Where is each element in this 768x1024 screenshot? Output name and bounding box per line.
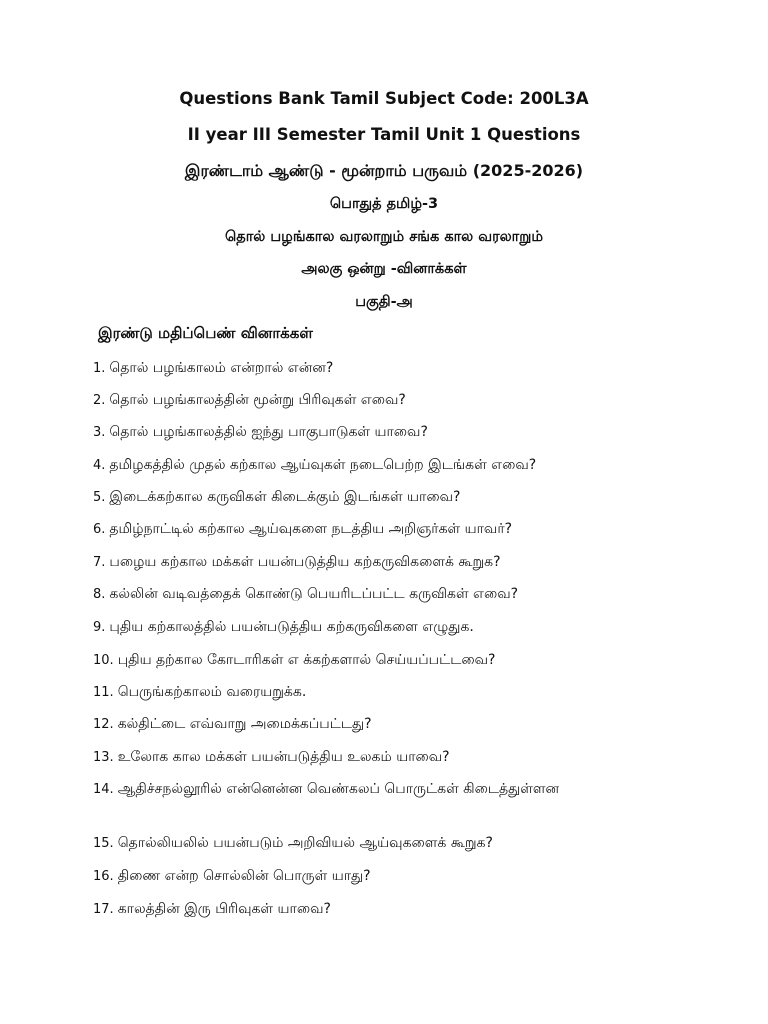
question-number: 10. bbox=[93, 653, 114, 668]
question-item bbox=[93, 649, 693, 672]
question-number: 2. bbox=[93, 393, 106, 408]
question-number: 9. bbox=[93, 620, 106, 635]
question-item bbox=[93, 681, 693, 704]
document-title: Questions Bank Tamil Subject Code: 200L3A bbox=[179, 89, 589, 108]
question-number: 8. bbox=[93, 587, 106, 602]
question-text: பெருங்கற்காலம் வரையறுக்க. bbox=[117, 684, 307, 700]
question-item bbox=[93, 551, 693, 574]
question-number: 4. bbox=[93, 458, 106, 473]
question-item bbox=[93, 486, 693, 509]
question-text: கல்திட்டை எவ்வாறு அமைக்கப்பட்டது? bbox=[117, 716, 372, 732]
question-number: 1. bbox=[93, 361, 106, 376]
question-text: கல்லின் வடிவத்தைக் கொண்டு பெயரிடப்பட்ட கருவிகள் எவை? bbox=[109, 586, 519, 602]
question-number: 11. bbox=[93, 685, 114, 700]
question-item bbox=[93, 713, 693, 736]
question-text: தொல் பழங்காலத்தின் மூன்று பிரிவுகள் எவை? bbox=[109, 392, 406, 408]
question-number: 3. bbox=[93, 425, 106, 440]
unit-topic-heading: தொல் பழங்கால வரலாறும் சங்க கால வரலாறும் bbox=[224, 229, 544, 245]
question-number: 12. bbox=[93, 717, 114, 732]
question-item bbox=[93, 865, 693, 888]
question-number: 14. bbox=[93, 782, 114, 797]
question-text: தமிழ்நாட்டில் கற்கால ஆய்வுகளை நடத்திய அறிஞர்கள் யாவர்? bbox=[109, 521, 513, 537]
question-text: இடைக்கற்கால கருவிகள் கிடைக்கும் இடங்கள் யாவை? bbox=[109, 489, 461, 505]
question-text: புதிய கற்காலத்தில் பயன்படுத்திய கற்கருவிகளை எழுதுக. bbox=[109, 619, 474, 635]
question-number: 5. bbox=[93, 490, 106, 505]
question-text: திணை என்ற சொல்லின் பொருள் யாது? bbox=[117, 868, 371, 884]
question-text: புதிய தற்கால கோடாரிகள் எ க்கற்களால் செய்யப்பட்டவை? bbox=[117, 652, 496, 668]
section-title: இரண்டு மதிப்பெண் வினாக்கள் bbox=[98, 324, 313, 342]
question-text: தொல் பழங்காலத்தில் ஐந்து பாகுபாடுகள் யாவை? bbox=[109, 424, 428, 440]
document-subtitle: II year III Semester Tamil Unit 1 Questions bbox=[187, 125, 581, 144]
question-item bbox=[93, 832, 693, 855]
question-text: ஆதிச்சநல்லூரில் என்னென்ன வெண்கலப் பொருட்கள் கிடைத்துள்ளன bbox=[117, 781, 560, 797]
question-text: தொல்லியலில் பயன்படும் அறிவியல் ஆய்வுகளைக் கூறுக? bbox=[117, 835, 493, 851]
question-number: 17. bbox=[93, 902, 114, 917]
question-item bbox=[93, 454, 693, 477]
question-text: பழைய கற்கால மக்கள் பயன்படுத்திய கற்கருவிகளைக் கூறுக? bbox=[109, 554, 501, 570]
question-number: 6. bbox=[93, 522, 106, 537]
question-number: 16. bbox=[93, 869, 114, 884]
question-item bbox=[93, 898, 693, 921]
question-text: தமிழகத்தில் முதல் கற்கால ஆய்வுகள் நடைபெற்ற இடங்கள் எவை? bbox=[109, 457, 537, 473]
question-item bbox=[93, 389, 693, 412]
question-text: உலோக கால மக்கள் பயன்படுத்திய உலகம் யாவை? bbox=[117, 749, 450, 765]
question-item bbox=[93, 421, 693, 444]
question-item bbox=[93, 583, 693, 606]
question-number: 7. bbox=[93, 555, 106, 570]
question-text: தொல் பழங்காலம் என்றால் என்ன? bbox=[109, 360, 334, 376]
question-item bbox=[93, 357, 693, 380]
question-text: காலத்தின் இரு பிரிவுகள் யாவை? bbox=[117, 901, 331, 917]
question-item bbox=[93, 778, 583, 801]
question-number: 13. bbox=[93, 750, 114, 765]
question-item bbox=[93, 518, 693, 541]
unit-heading: அலகு ஒன்று -வினாக்கள் bbox=[301, 261, 467, 277]
subject-heading: பொதுத் தமிழ்-3 bbox=[329, 196, 439, 212]
question-item bbox=[93, 616, 693, 639]
part-heading: பகுதி-அ bbox=[355, 294, 413, 310]
question-item bbox=[93, 746, 693, 769]
year-semester-heading: இரண்டாம் ஆண்டு - மூன்றாம் பருவம் (2025-2026) bbox=[184, 161, 584, 180]
question-number: 15. bbox=[93, 836, 114, 851]
